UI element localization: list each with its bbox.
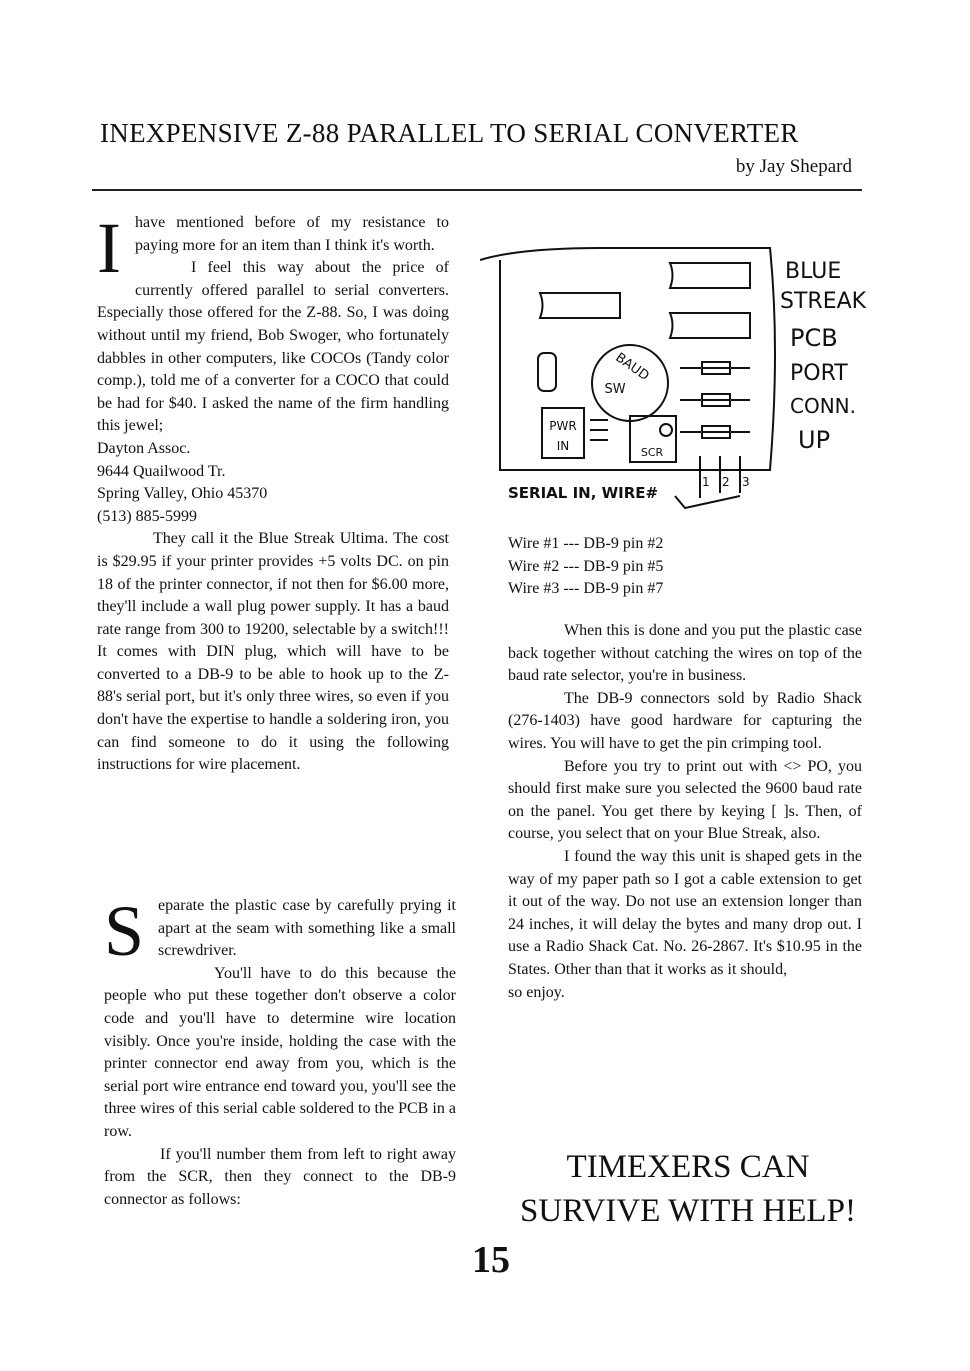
closing-line: so enjoy. [508, 983, 565, 1001]
slogan [508, 1145, 868, 1233]
numbering-paragraph: If you'll number them from left to right away from the SCR, then they connect to the DB-9 connector as follows: [104, 1145, 456, 1208]
wire-pin-item: Wire #1 --- DB-9 pin #2 [508, 535, 664, 552]
print-paragraph: Before you try to print out with <> PO, you should first make sure you selected the 9600 baud rate on the panel. You get there by keying [ ]s. Then, of course, you select that on your Blue Streak, also. [508, 757, 862, 843]
right-column [508, 620, 862, 1004]
address-line: (513) 885-5999 [97, 507, 197, 525]
address-line: 9644 Quailwood Tr. [97, 462, 226, 480]
serial-in-label: SERIAL IN, WIRE# [508, 484, 659, 502]
capacitor [538, 353, 556, 391]
note-line: UP [798, 426, 831, 454]
scr-label: SCR [640, 446, 664, 459]
note-line: PCB [790, 324, 838, 352]
title-rule [92, 189, 862, 191]
drop-cap-i: I [97, 208, 121, 288]
intro-paragraph: have mentioned before of my resistance to paying more for an item than I think it's worth. [134, 214, 449, 254]
address-line: Spring Valley, Ohio 45370 [97, 485, 268, 503]
wire-location-paragraph: You'll have to do this because the people who put these together don't observe a color code and you'll have to determine wire location visibly. Once you're inside, holding the case with the printer connector end away from you, which is the serial port wire entrance end toward you, you'll see the three wires of this serial cable soldered to the PCB in a row. [104, 964, 456, 1140]
article-byline: by Jay Shepard [735, 156, 852, 177]
left-column-section-two [104, 891, 456, 1211]
separate-paragraph: eparate the plastic case by carefully prying it apart at the seam with something like a small screwdriver. [158, 897, 456, 960]
price-paragraph: I feel this way about the price of currently offered parallel to serial converters. Especially those offered for the Z-88. So, I was doing without until my friend, Bob Swoger, who fortunately dabbles in other computers, like COCOs (Tandy color comp.), told me of a converter for a COCO that could be had for $40. I asked the name of the firm handling this jewel; [97, 259, 449, 435]
product-paragraph: They call it the Blue Streak Ultima. The cost is $29.95 if your printer provides +5 volts DC. on pin 18 of the printer connector, if not then for $6.00 more, they'll include a wall plug power supply. It has a baud rate range from 300 to 19200, selectable by a switch!!! It comes with DIN plug, which will have to be converted to a DB-9 to be able to hook up to the Z-88's serial port, but it's only three wires, so even if you don't have the expertise to handle a soldering iron, you can find someone to do it using the following instructions for wire placement. [97, 530, 449, 774]
in-label: IN [556, 439, 570, 453]
pcb-diagram [480, 208, 900, 528]
slogan-line: SURVIVE WITH HELP! [520, 1193, 856, 1229]
note-line: STREAK [780, 289, 867, 314]
pwr-label: PWR [549, 419, 577, 433]
scr-circle [660, 424, 672, 436]
wire-number-1: 1 [702, 475, 710, 489]
business-paragraph: When this is done and you put the plastic case back together without catching the wires on top of the baud rate selector, you're in business. [508, 622, 862, 685]
chip-left [540, 293, 620, 318]
note-line: BLUE [785, 259, 842, 284]
wire-number-3: 3 [742, 475, 750, 489]
note-line: PORT [790, 361, 848, 386]
radio-shack-paragraph: The DB-9 connectors sold by Radio Shack (276-1403) have good hardware for capturing the wires. You will have to get the pin crimping tool. [508, 689, 862, 752]
baud-label: BAUD [612, 350, 652, 384]
sw-label: SW [604, 382, 626, 397]
chip-mid [670, 313, 750, 338]
wire-pin-item: Wire #3 --- DB-9 pin #7 [508, 580, 664, 598]
extension-paragraph: I found the way this unit is shaped gets in the way of my paper path so I got a cable extension to get it out of the way. Do not use an extension longer than 24 inches, it will delay the bytes and many drop out. I use a Radio Shack Cat. No. 26-2867. It's $10.95 in the States. Other than that it works as it should, [508, 847, 862, 978]
note-line: CONN. [790, 394, 856, 418]
vendor-address [97, 438, 449, 528]
wire-pin-item: Wire #2 --- DB-9 pin #5 [508, 557, 664, 575]
drop-cap-s: S [104, 891, 145, 971]
wire-number-2: 2 [722, 475, 730, 489]
left-column [97, 208, 449, 777]
wire-arrow [675, 496, 740, 508]
wire-pin-list [508, 533, 663, 601]
slogan-line: TIMEXERS CAN [566, 1149, 810, 1185]
article-title: INEXPENSIVE Z-88 PARALLEL TO SERIAL CONVERTER [100, 118, 799, 148]
page-number: 15 [472, 1239, 510, 1281]
chip-top [670, 263, 750, 288]
address-line: Dayton Assoc. [97, 439, 191, 457]
